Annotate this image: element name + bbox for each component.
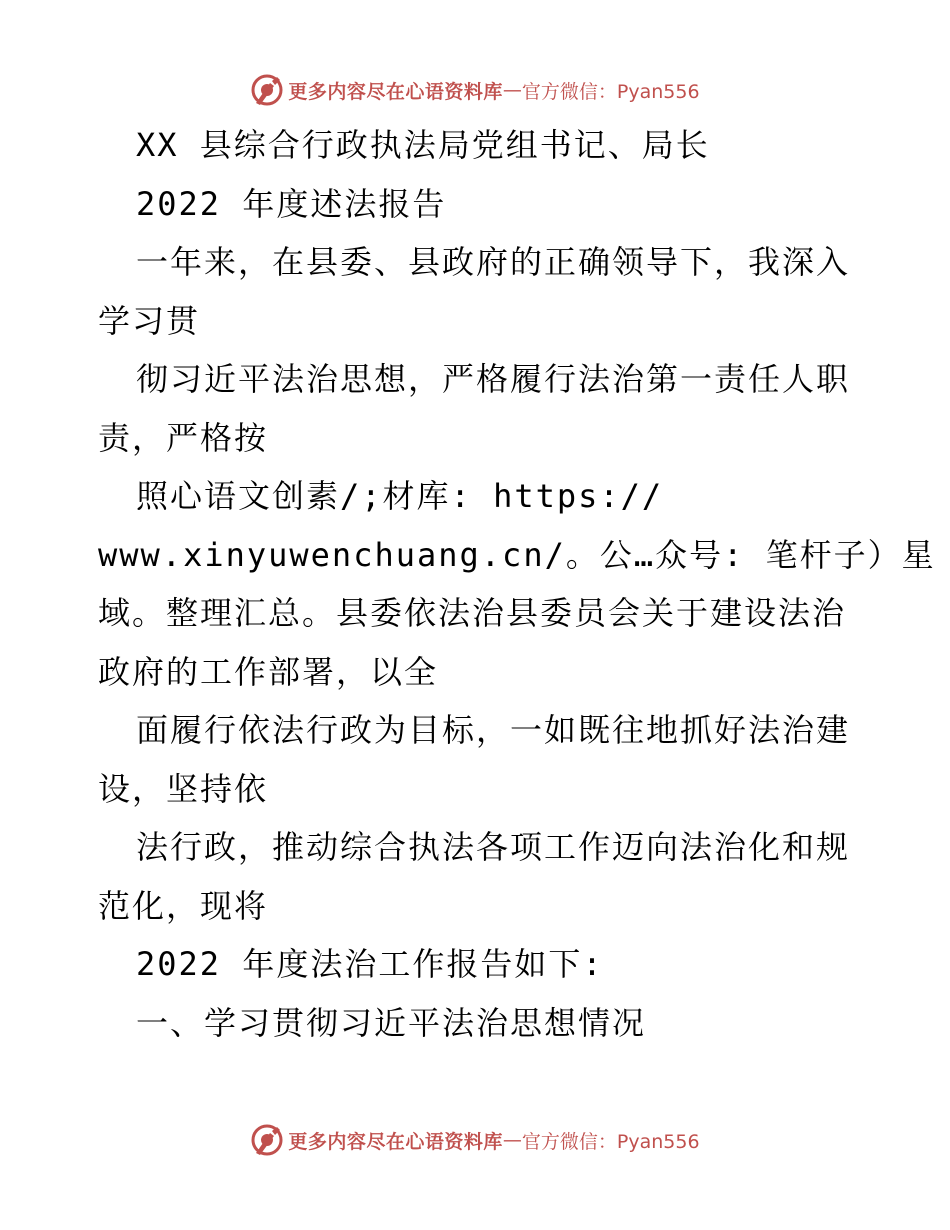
banner-separator: — (502, 1129, 522, 1151)
paragraph-line: 法行政，推动综合执法各项工作迈向法治化和规 (136, 828, 851, 866)
header-banner (0, 72, 950, 108)
banner-wechat-text: 官方微信：Pyan556 (521, 1130, 700, 1153)
paragraph-line: 域。整理汇总。县委依法治县委员会关于建设法治 (98, 594, 847, 632)
paragraph-line: 2022 年度法治工作报告如下: (136, 945, 604, 983)
pen-logo-icon (250, 73, 284, 107)
paragraph-line: 照心语文创素/;材库: https:// (136, 477, 664, 515)
paragraph-line: 彻习近平法治思想，严格履行法治第一责任人职 (136, 360, 851, 398)
doc-title-line-2: 2022 年度述法报告 (136, 184, 447, 223)
paragraph-line: 一年来，在县委、县政府的正确领导下，我深入 (136, 243, 851, 281)
paragraph-line: 面履行依法行政为目标，一如既往地抓好法治建 (136, 711, 851, 749)
paragraph-line: 设，坚持依 (98, 769, 269, 808)
document-body (98, 116, 936, 1052)
banner-main-text: 更多内容尽在心语资料库 (288, 1130, 503, 1153)
paragraph-line: 学习贯 (98, 301, 201, 340)
section-heading: 一、学习贯彻习近平法治思想情况 (136, 1003, 647, 1042)
doc-title-line-1: XX 县综合行政执法局党组书记、局长 (136, 126, 710, 164)
banner-separator: — (502, 79, 522, 101)
paragraph-line: 责，严格按 (98, 418, 269, 457)
paragraph-line: 范化，现将 (98, 886, 269, 925)
paragraph-line: 政府的工作部署，以全 (98, 652, 439, 691)
pen-logo-icon (250, 1123, 284, 1157)
banner-main-text: 更多内容尽在心语资料库 (288, 80, 503, 103)
paragraph-line: www.xinyuwenchuang.cn/。公…众号: 笔杆子）星 (98, 535, 936, 574)
banner-wechat-text: 官方微信：Pyan556 (521, 80, 700, 103)
footer-banner (0, 1122, 950, 1158)
